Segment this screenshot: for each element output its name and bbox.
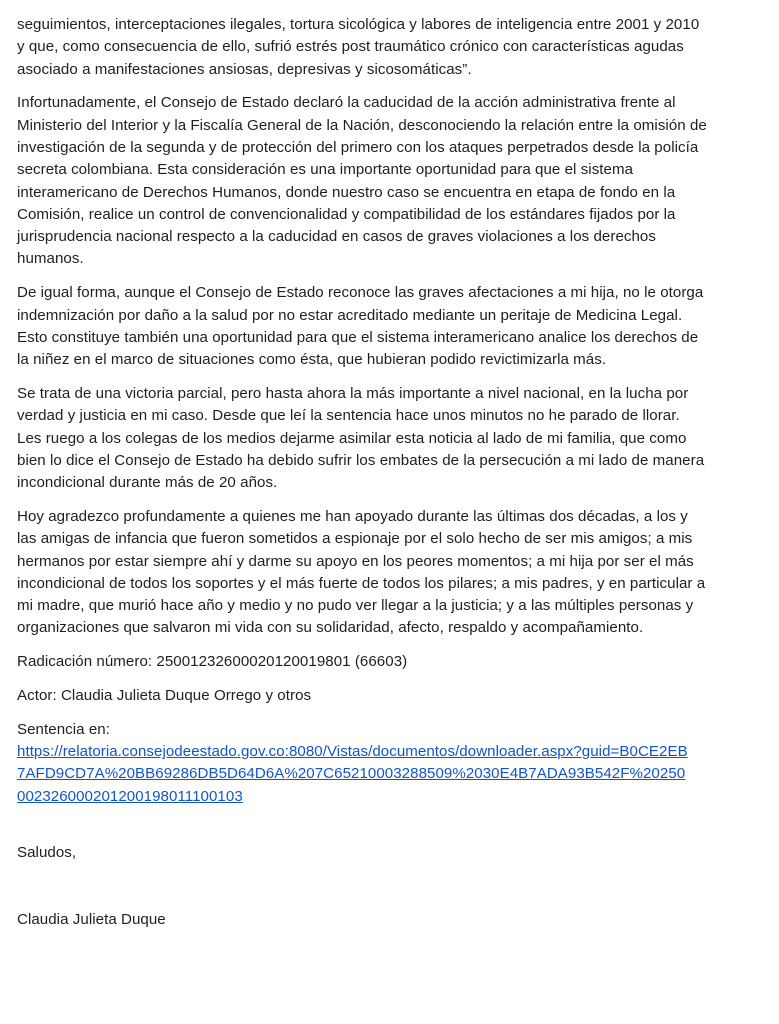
paragraph-4: Se trata de una victoria parcial, pero hasta ahora la más importante a nivel nacional, en la lucha por verdad y justicia en mi caso. Desde que leí la sentencia hace unos minutos no he parado de llorar. Les ruego a los colegas de los medios dejarme asimilar esta noticia al lado de mi familia, que como bien lo dice el Consejo de Estado ha debido sufrir los embates de la persecución a mi lado de manera incondicional durante más de 20 años.	[17, 384, 705, 492]
sentencia-block	[17, 719, 707, 808]
paragraph-2: Infortunadamente, el Consejo de Estado declaró la caducidad de la acción administrativa frente al Ministerio del Interior y la Fiscalía General de la Nación, desconociendo la relación entre la omisión de investigación de la segunda y de protección del primero con los ataques perpetrados desde la policía secreta colombiana. Esta consideración es una importante oportunidad para que el sistema interamericano de Derechos Humanos, donde nuestro caso se encuentra en etapa de fondo en la Comisión, realice un control de convencionalidad y compatibilidad de los estándares fijados por la jurisprudencia nacional respecto a la caducidad en casos de graves violaciones a los derechos humanos.	[17, 94, 707, 268]
sentencia-link[interactable]: https://relatoria.consejodeestado.gov.co:8080/Vistas/documentos/downloader.aspx?guid=B0CE2EB7AFD9CD7A%20BB69286DB5D64D6A%207C65210003288509%2030E4B7ADA93B542F%20250002326000201200198011100103	[17, 743, 688, 805]
radicacion-number: Radicación número: 25001232600020120019801 (66603)	[17, 653, 408, 671]
paragraph-1: seguimientos, interceptaciones ilegales, tortura sicológica y labores de inteligencia entre 2001 y 2010 y que, como consecuencia de ello, sufrió estrés post traumático crónico con características agudas asociado a manifestaciones ansiosas, depresivas y sicosomáticas”.	[17, 16, 700, 78]
paragraph-3: De igual forma, aunque el Consejo de Estado reconoce las graves afectaciones a mi hija, no le otorga indemnización por daño a la salud por no estar acreditado mediante un peritaje de Medicina Legal. Esto constituye también una oportunidad para que el sistema interamericano analice los derechos de la niñez en el marco de situaciones como ésta, que hubieran podido revictimizarla más.	[17, 284, 704, 369]
paragraph-5: Hoy agradezco profundamente a quienes me han apoyado durante las últimas dos décadas, a los y las amigas de infancia que fueron sometidos a espionaje por el solo hecho de ser mis amigos; a mis hermanos por estar siempre ahí y darme su apoyo en los peores momentos; a mi hija por ser el más incondicional de todos los soportes y el más fuerte de todos los pilares; a mis padres, y en particular a mi madre, que murió hace año y medio y no pudo ver llegar a la justicia; y a las múltiples personas y organizaciones que salvaron mi vida con su solidaridad, afecto, respaldo y acompañamiento.	[17, 507, 706, 637]
email-body	[17, 14, 707, 943]
sentencia-label: Sentencia en:	[17, 720, 110, 738]
greeting: Saludos,	[17, 844, 77, 861]
signature: Claudia Julieta Duque	[17, 910, 166, 928]
actor-line: Actor: Claudia Julieta Duque Orrego y otros	[17, 687, 312, 705]
